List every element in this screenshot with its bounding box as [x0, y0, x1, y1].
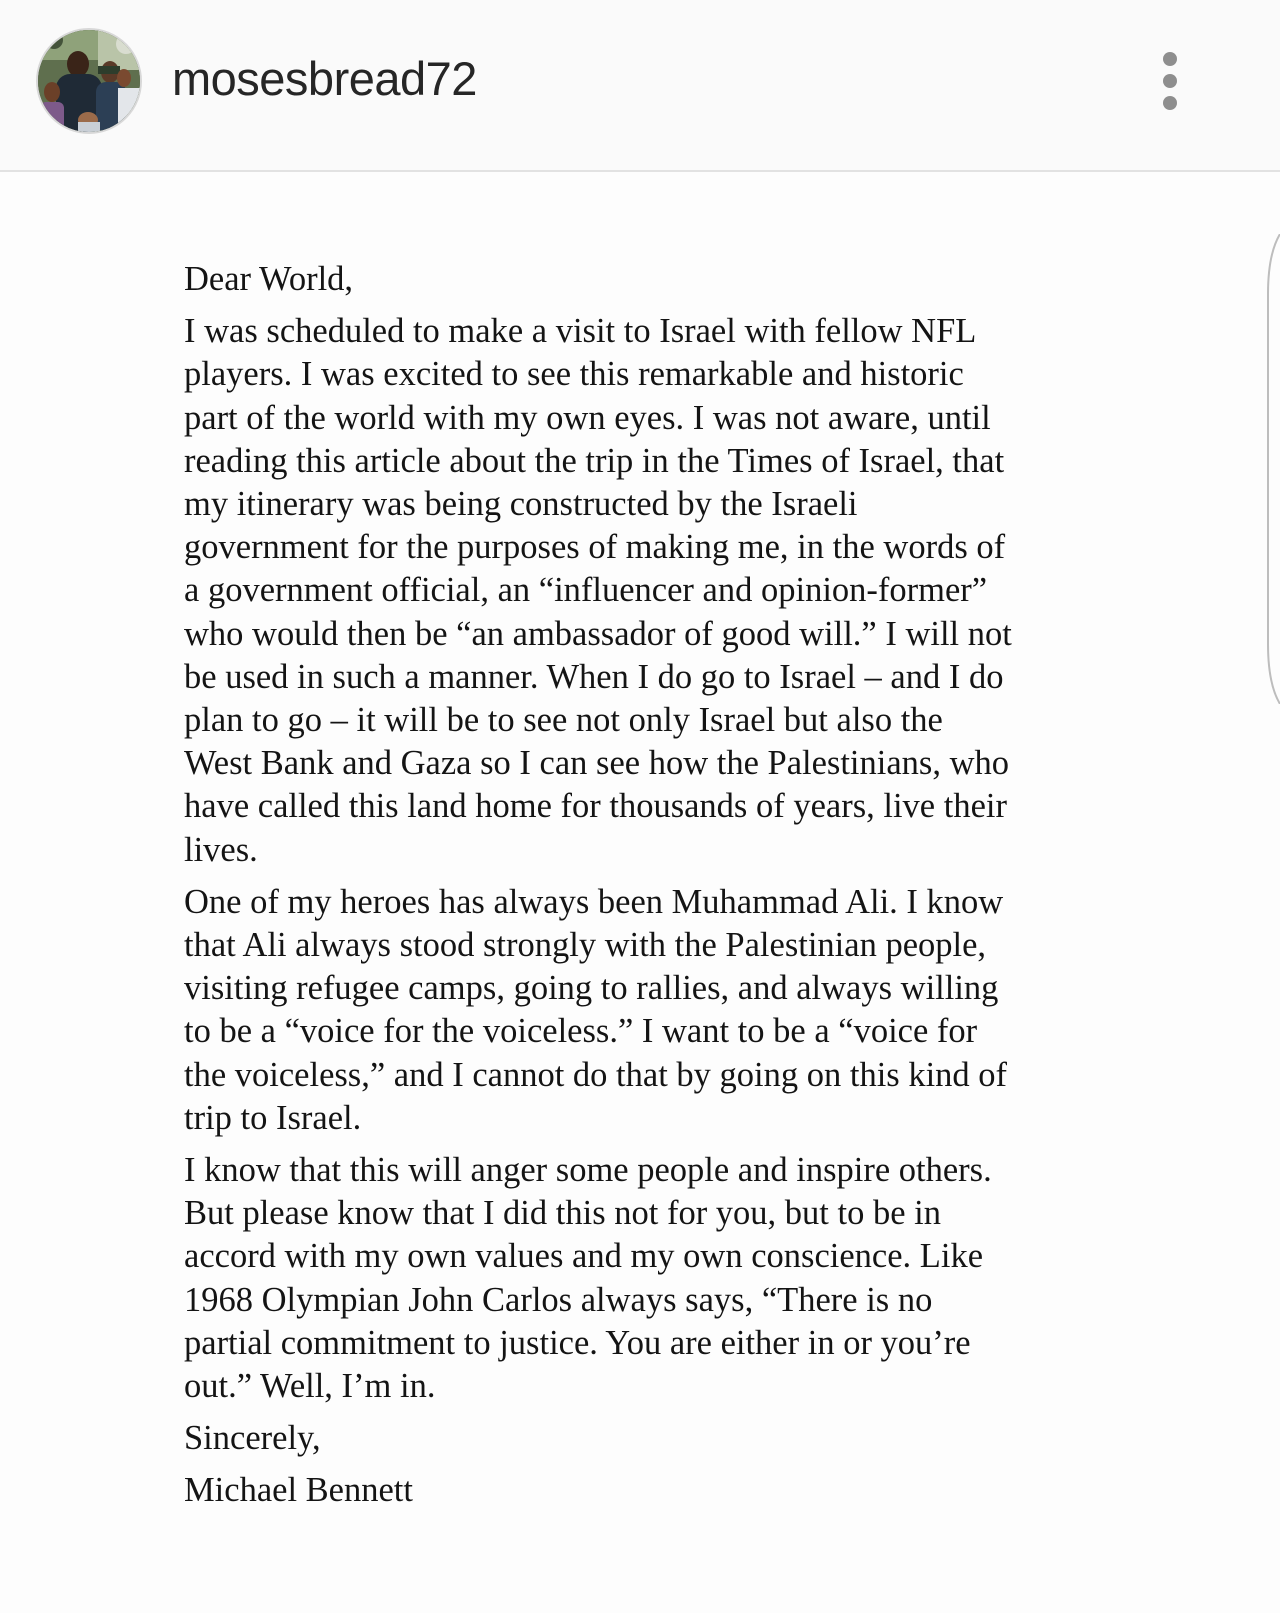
text-line: to be a “voice for the voiceless.” I want to be a “voice for [184, 1012, 978, 1051]
text-line: my itinerary was being constructed by the Israeli [184, 485, 858, 524]
text-line: I know that this will anger some people and inspire others. [184, 1151, 992, 1190]
username[interactable]: mosesbread72 [172, 52, 477, 105]
text-line: lives. [184, 830, 258, 869]
text-line: that Ali always stood strongly with the Palestinian people, [184, 926, 987, 965]
text-line: West Bank and Gaza so I can see how the Palestinians, who [184, 744, 1010, 783]
text-line: government for the purposes of making me, in the words of [184, 528, 1006, 567]
text-line: partial commitment to justice. You are either in or you’re [184, 1323, 971, 1362]
more-options-button[interactable] [1150, 44, 1190, 118]
text-line: I was scheduled to make a visit to Israel with fellow NFL [184, 312, 977, 351]
text-line: plan to go – it will be to see not only Israel but also the [184, 701, 943, 740]
paragraph [184, 881, 1084, 1140]
text-line: trip to Israel. [184, 1098, 362, 1137]
signature: Michael Bennett [184, 1471, 413, 1510]
family-photo-avatar [38, 30, 140, 132]
text-line: reading this article about the trip in the Times of Israel, that [184, 441, 1005, 480]
text-line: the voiceless,” and I cannot do that by going on this kind of [184, 1055, 1008, 1094]
closing: Sincerely, [184, 1419, 321, 1458]
text-line: 1968 Olympian John Carlos always says, “There is no [184, 1280, 933, 1319]
text-line: out.” Well, I’m in. [184, 1367, 436, 1406]
more-vertical-icon [1163, 52, 1177, 66]
text-line: One of my heroes has always been Muhammad Ali. I know [184, 882, 1004, 921]
text-line: a government official, an “influencer and opinion-former” [184, 571, 988, 610]
paragraph [184, 310, 1084, 872]
post-image[interactable] [0, 172, 1280, 1613]
avatar[interactable] [36, 28, 142, 134]
salutation: Dear World, [184, 260, 354, 298]
text-line: But please know that I did this not for you, but to be in [184, 1194, 941, 1233]
text-line: players. I was excited to see this remarkable and historic [184, 355, 964, 394]
letter-text [184, 258, 1084, 1522]
text-line: be used in such a manner. When I do go to Israel – and I do [184, 657, 1004, 696]
post-header [0, 0, 1280, 172]
text-line: accord with my own values and my own conscience. Like [184, 1237, 984, 1276]
paragraph [184, 1149, 1084, 1408]
more-vertical-icon [1163, 96, 1177, 110]
page-edge-shadow [1266, 234, 1280, 704]
text-line: have called this land home for thousands of years, live their [184, 787, 1007, 826]
text-line: who would then be “an ambassador of good will.” I will not [184, 614, 1012, 653]
more-vertical-icon [1163, 74, 1177, 88]
text-line: part of the world with my own eyes. I was not aware, until [184, 398, 991, 437]
text-line: visiting refugee camps, going to rallies, and always willing [184, 969, 999, 1008]
